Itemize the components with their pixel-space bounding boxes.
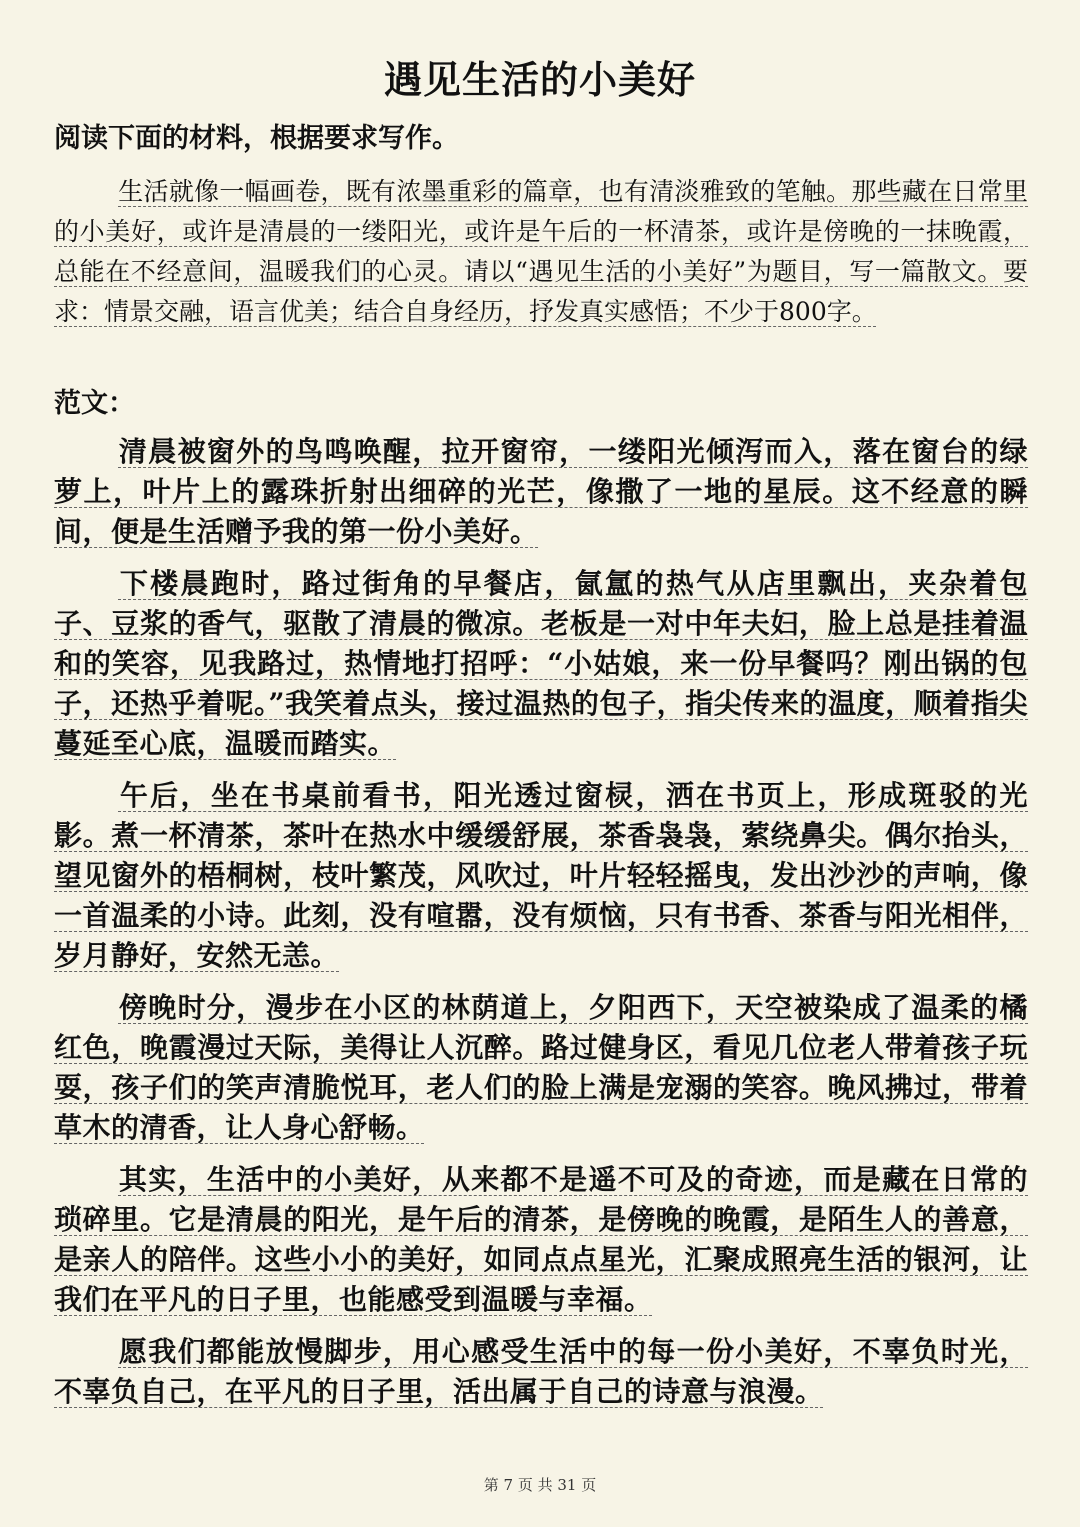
instruction-heading: 阅读下面的材料，根据要求写作。 — [54, 123, 459, 154]
page-number: 第 7 页 共 31 页 — [483, 1476, 597, 1494]
essay-paragraph: 清晨被窗外的鸟鸣唤醒，拉开窗帘，一缕阳光倾泻而入，落在窗台的绿萝上，叶片上的露珠折射出细碎的光芒，像撒了一地的星辰。这不经意的瞬间，便是生活赠予我的第一份小美好。 — [54, 435, 1028, 548]
writing-prompt — [54, 172, 1028, 332]
sample-essay-label: 范文： — [54, 388, 135, 419]
writing-prompt-text: 生活就像一幅画卷，既有浓墨重彩的篇章，也有清淡雅致的笔触。那些藏在日常里的小美好，或许是清晨的一缕阳光，或许是午后的一杯清茶，或许是傍晚的一抹晚霞，总能在不经意间，温暖我们的心灵。请以“遇见生活的小美好”为题目，写一篇散文。要求：情景交融，语言优美；结合自身经历，抒发真实感悟；不少于800字。 — [54, 177, 1028, 326]
essay-paragraph: 傍晚时分，漫步在小区的林荫道上，夕阳西下，天空被染成了温柔的橘红色，晚霞漫过天际，美得让人沉醉。路过健身区，看见几位老人带着孩子玩耍，孩子们的笑声清脆悦耳，老人们的脸上满是宠溺的笑容。晚风拂过，带着草木的清香，让人身心舒畅。 — [54, 991, 1028, 1144]
page-title: 遇见生活的小美好 — [383, 58, 696, 102]
essay-paragraph: 下楼晨跑时，路过街角的早餐店，氤氲的热气从店里飘出，夹杂着包子、豆浆的香气，驱散了清晨的微凉。老板是一对中年夫妇，脸上总是挂着温和的笑容，见我路过，热情地打招呼：“小姑娘，来一份早餐吗？刚出锅的包子，还热乎着呢。”我笑着点头，接过温热的包子，指尖传来的温度，顺着指尖蔓延至心底，温暖而踏实。 — [54, 567, 1028, 760]
essay-paragraph: 午后，坐在书桌前看书，阳光透过窗棂，洒在书页上，形成斑驳的光影。煮一杯清茶，茶叶在热水中缓缓舒展，茶香袅袅，萦绕鼻尖。偶尔抬头，望见窗外的梧桐树，枝叶繁茂，风吹过，叶片轻轻摇曳，发出沙沙的声响，像一首温柔的小诗。此刻，没有喧嚣，没有烦恼，只有书香、茶香与阳光相伴，岁月静好，安然无恙。 — [54, 779, 1028, 972]
essay-paragraph: 其实，生活中的小美好，从来都不是遥不可及的奇迹，而是藏在日常的琐碎里。它是清晨的阳光，是午后的清茶，是傍晚的晚霞，是陌生人的善意，是亲人的陪伴。这些小小的美好，如同点点星光，汇聚成照亮生活的银河，让我们在平凡的日子里，也能感受到温暖与幸福。 — [54, 1163, 1028, 1316]
sample-essay — [54, 432, 1028, 1424]
essay-paragraph: 愿我们都能放慢脚步，用心感受生活中的每一份小美好，不辜负时光，不辜负自己，在平凡的日子里，活出属于自己的诗意与浪漫。 — [54, 1335, 1028, 1408]
